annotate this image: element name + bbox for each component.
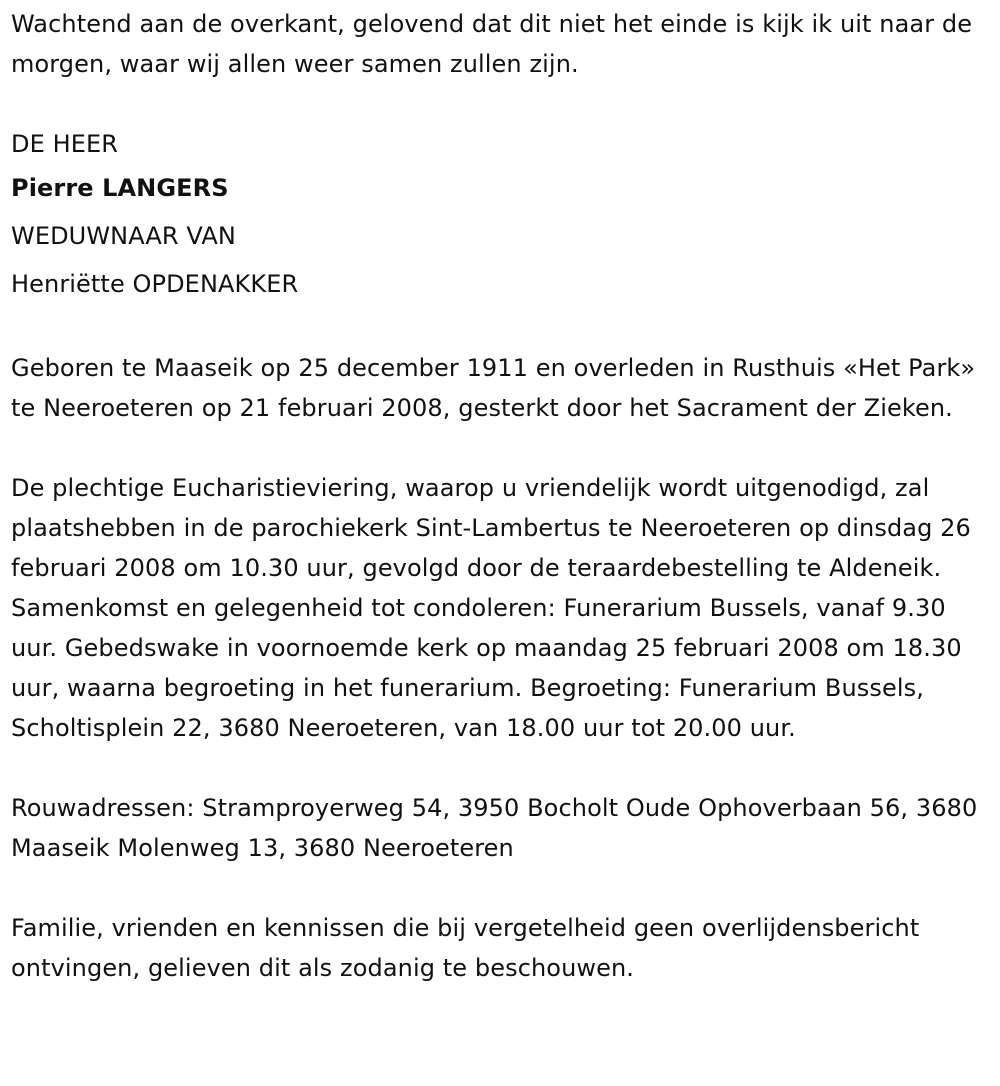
spacer [11,748,989,788]
addresses-paragraph: Rouwadressen: Stramproyerweg 54, 3950 Bocholt Oude Ophoverbaan 56, 3680 Maaseik Molenweg 13, 3680 Neeroeteren [11,794,978,862]
deceased-name: Pierre LANGERS [11,174,229,202]
spouse-name: Henriëtte OPDENAKKER [11,270,299,298]
spacer [11,428,989,468]
closing-paragraph: Familie, vrienden en kennissen die bij vergetelheid geen overlijdensbericht ontvingen, gelieven dit als zodanig te beschouwen. [11,914,920,982]
intro-paragraph: Wachtend aan de overkant, gelovend dat dit niet het einde is kijk ik uit naar de morgen, waar wij allen weer samen zullen zijn. [11,10,973,78]
spacer [11,84,989,124]
title-line: DE HEER [11,130,119,158]
spacer [11,308,989,348]
ceremony-paragraph: De plechtige Eucharistieviering, waarop u vriendelijk wordt uitgenodigd, zal plaatshebben in de parochiekerk Sint-Lambertus te Neeroeteren op dinsdag 26 februari 2008 om 10.30 uur, gevolgd door de teraardebestelling te Aldeneik. Samenkomst en gelegenheid tot condoleren: Funerarium Bussels, vanaf 9.30 uur. Gebedswake in voornoemde kerk op maandag 25 februari 2008 om 18.30 uur, waarna begroeting in het funerarium. Begroeting: Funerarium Bussels, Scholtisplein 22, 3680 Neeroeteren, van 18.00 uur tot 20.00 uur. [11,474,971,742]
obituary-document [11,4,989,988]
birth-death-paragraph: Geboren te Maaseik op 25 december 1911 en overleden in Rusthuis «Het Park» te Neeroeteren op 21 februari 2008, gesterkt door het Sacrament der Zieken. [11,354,976,422]
spacer [11,868,989,908]
relation-line: WEDUWNAAR VAN [11,222,236,250]
